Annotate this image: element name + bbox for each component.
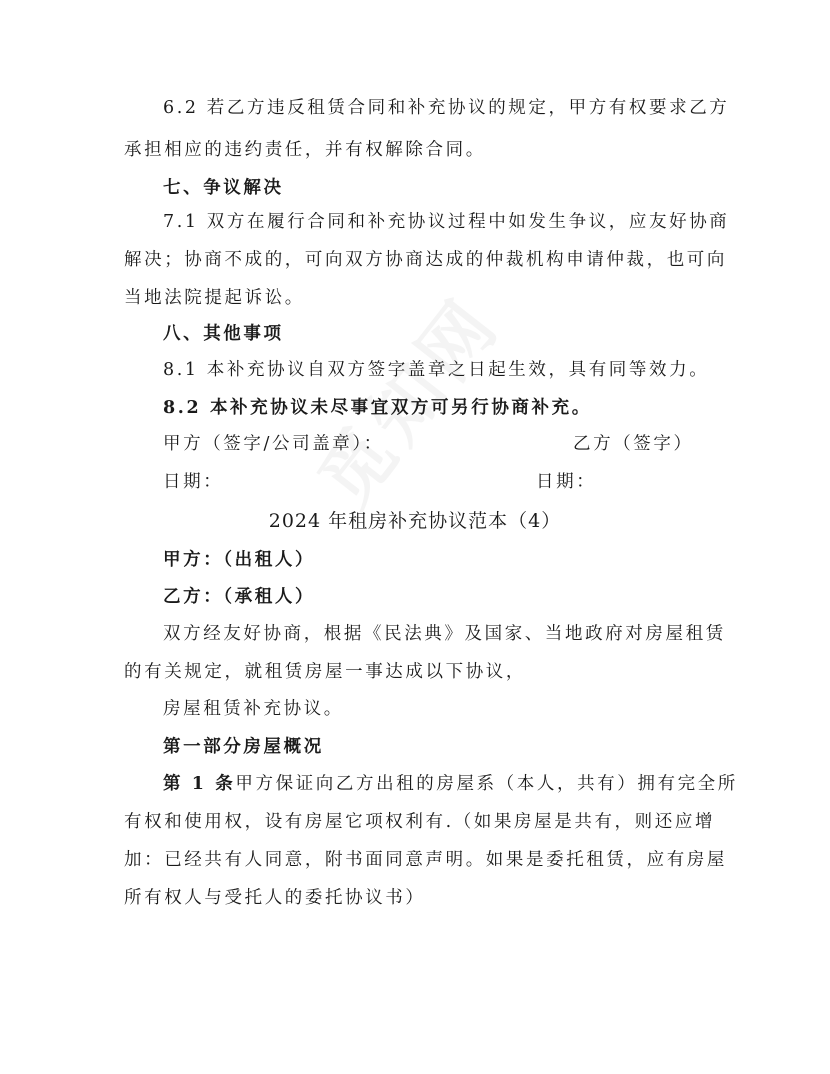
intro-line-2: 的有关规定，就租赁房屋一事达成以下协议， [124, 662, 526, 682]
article-1-line-4: 所有权人与受托人的委托协议书） [124, 888, 426, 908]
section-7-heading: 七、争议解决 [163, 178, 284, 198]
clause-7-1-line-2: 解决；协商不成的，可向双方协商达成的仲裁机构申请仲裁，也可向 [124, 250, 727, 270]
clause-7-1-line-1: 7.1 双方在履行合同和补充协议过程中如发生争议，应友好协商 [163, 212, 730, 232]
article-1-line-1-text: 甲方保证向乙方出租的房屋系（本人，共有）拥有完全所 [235, 774, 738, 794]
date-party-a: 日期： [163, 472, 224, 492]
clause-7-1-line-3: 当地法院提起诉讼。 [124, 288, 305, 308]
intro-line-1: 双方经友好协商，根据《民法典》及国家、当地政府对房屋租赁 [163, 624, 726, 644]
signature-party-a: 甲方（签字/公司盖章）： [163, 434, 384, 454]
clause-8-2: 8.2 本补充协议未尽事宜双方可另行协商补充。 [163, 398, 592, 418]
clause-8-1: 8.1 本补充协议自双方签字盖章之日起生效，具有同等效力。 [163, 360, 710, 380]
clause-6-2-line-1: 6.2 若乙方违反租赁合同和补充协议的规定，甲方有权要求乙方 [163, 98, 730, 118]
section-8-heading: 八、其他事项 [163, 324, 284, 344]
date-party-b: 日期： [536, 472, 597, 492]
party-b-line: 乙方：（承租人） [163, 587, 316, 607]
signature-party-b: 乙方（签字） [573, 434, 694, 454]
party-a-line: 甲方：（出租人） [163, 550, 316, 570]
intro-line-3: 房屋租赁补充协议。 [163, 699, 344, 719]
article-1-label: 第 1 条 [163, 774, 236, 794]
document-title: 2024 年租房补充协议范本（4） [268, 510, 562, 532]
article-1-line-2: 有权和使用权，设有房屋它项权利有.（如果房屋是共有，则还应增 [124, 812, 716, 832]
article-1-line-3: 加：已经共有人同意，附书面同意声明。如果是委托租赁，应有房屋 [124, 850, 727, 870]
clause-6-2-line-2: 承担相应的违约责任，并有权解除合同。 [124, 140, 486, 160]
article-1-line-1 [163, 772, 738, 796]
part-1-heading: 第一部分房屋概况 [163, 737, 324, 757]
